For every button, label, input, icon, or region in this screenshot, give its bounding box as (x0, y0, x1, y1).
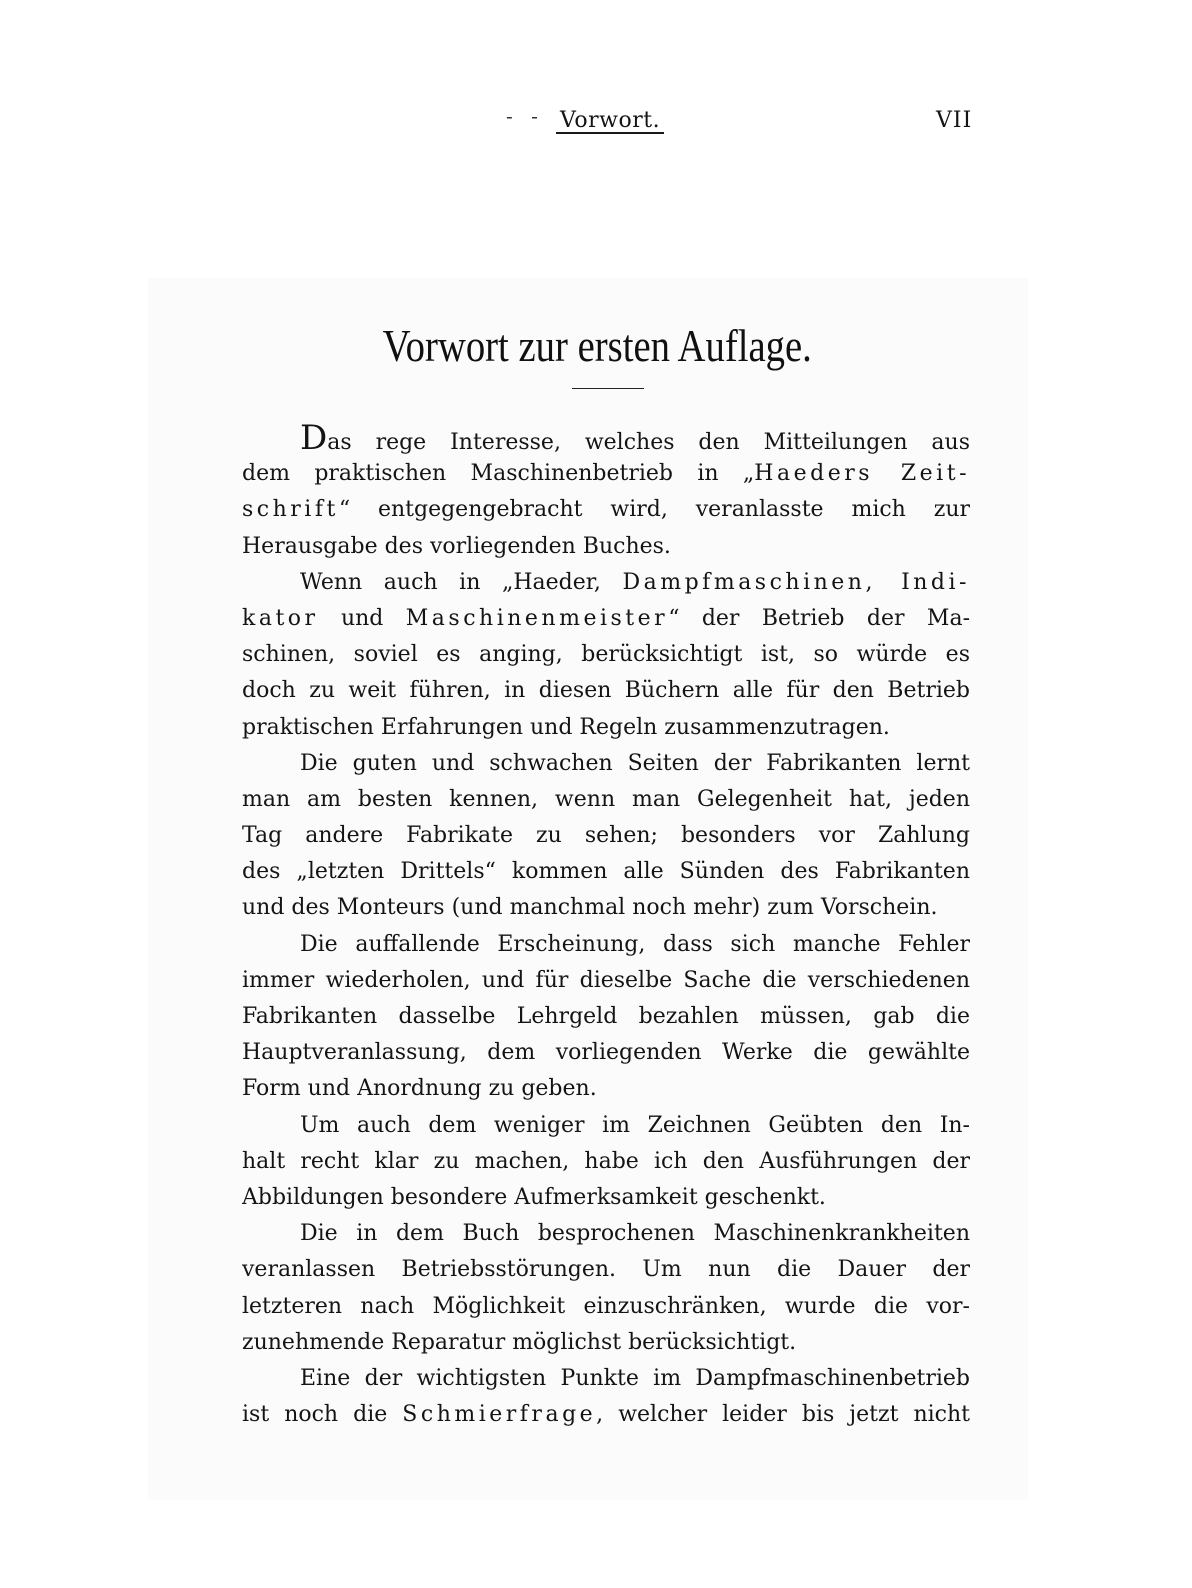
text-line: schinen, soviel es anging, berücksichtigt ist, so würde es (242, 642, 970, 668)
text-line: Herausgabe des vorliegenden Buches. (242, 533, 671, 559)
text-line: Das rege Interesse, welches den Mitteilungen aus (300, 420, 970, 457)
text-line: und des Monteurs (und manchmal noch mehr) zum Vorschein. (242, 895, 938, 921)
text-line: Fabrikanten dasselbe Lehrgeld bezahlen müssen, gab die (242, 1004, 970, 1029)
text-line: Wenn auch in „Haeder, Dampfmaschinen, Indi- (300, 569, 970, 595)
text-line: man am besten kennen, wenn man Gelegenheit hat, jeden (242, 786, 970, 812)
text-line: praktischen Erfahrungen und Regeln zusammenzutragen. (242, 714, 890, 740)
title-divider (572, 388, 644, 389)
text-line: Um auch dem weniger im Zeichnen Geübten den In- (300, 1112, 970, 1138)
text-line: Die auffallende Erscheinung, dass sich manche Fehler (300, 931, 970, 957)
body-text (242, 420, 970, 1433)
text-line: Abbildungen besondere Aufmerksamkeit geschenkt. (242, 1184, 826, 1210)
section-title: Vorwort zur ersten Auflage. (382, 321, 812, 371)
text-line: schrift“ entgegengebracht wird, veranlasste mich zur (242, 497, 970, 523)
text-line: ist noch die Schmierfrage, welcher leider bis jetzt nicht (242, 1402, 970, 1428)
drop-cap: D (300, 420, 328, 457)
text-line: des „letzten Drittels“ kommen alle Sünden des Fabrikanten (242, 859, 970, 885)
text-line: Eine der wichtigsten Punkte im Dampfmaschinenbetrieb (300, 1365, 970, 1391)
text-line: veranlassen Betriebsstörungen. Um nun die Dauer der (242, 1257, 970, 1283)
page-number: VII (936, 108, 973, 133)
running-head-title: Vorwort. (560, 108, 661, 133)
text-line: halt recht klar zu machen, habe ich den Ausführungen der (242, 1148, 970, 1174)
text-line: Die guten und schwachen Seiten der Fabrikanten lernt (300, 750, 970, 776)
text-line: letzteren nach Möglichkeit einzuschränken, wurde die vor- (242, 1293, 970, 1319)
text-line: Form und Anordnung zu geben. (242, 1076, 597, 1102)
running-head (0, 104, 1192, 144)
text-line: dem praktischen Maschinenbetrieb in „Haeders Zeit- (242, 461, 970, 487)
text-line: Hauptveranlassung, dem vorliegenden Werke die gewählte (242, 1040, 970, 1066)
head-dashes: - - (506, 104, 544, 128)
text-line: kator und Maschinenmeister“ der Betrieb der Ma- (242, 605, 970, 631)
text-line: Die in dem Buch besprochenen Maschinenkrankheiten (300, 1221, 970, 1247)
text-line: Tag andere Fabrikate zu sehen; besonders vor Zahlung (242, 823, 970, 849)
text-line: doch zu weit führen, in diesen Büchern alle für den Betrieb (242, 678, 970, 704)
running-head-underline (556, 132, 664, 134)
text-line: zunehmende Reparatur möglichst berücksichtigt. (242, 1329, 797, 1355)
text-line: immer wiederholen, und für dieselbe Sache die verschiedenen (242, 967, 970, 993)
